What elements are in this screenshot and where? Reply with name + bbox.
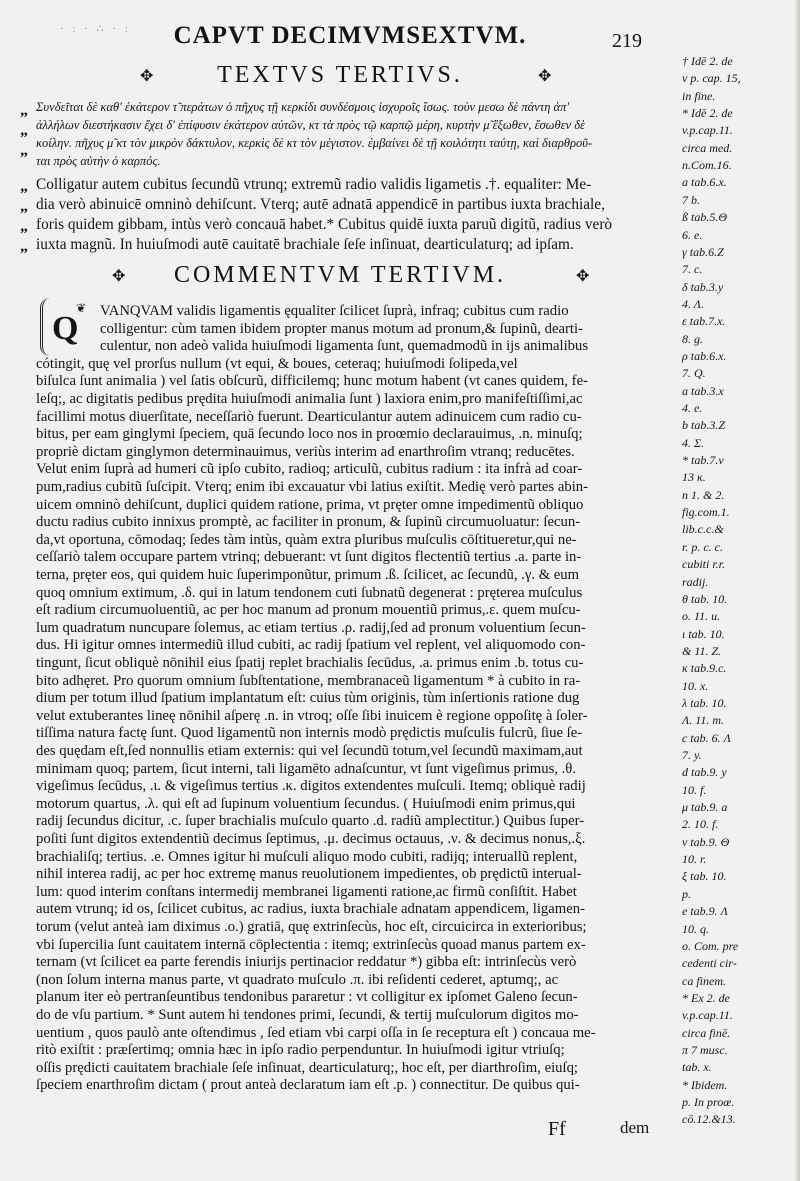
margin-note: 13 κ. [682, 470, 706, 485]
greek-line: ται πρὸς αὐτὴν ὁ καρπός. [36, 154, 161, 168]
greek-line: ἀλλήλων διεστήκασιν ἔχει δ' ἐπίφυσιν ἑκάτερον αὐτῶν, κτ τὰ πρὸς τῷ καρπῷ μέρη, κυρτὴν μ̃ ἔξωθεν, ἔσωθεν δὲ [36, 118, 585, 132]
commentary-line: ceſſariò talem occupare partem vtrinq; debuerant: vt ſunt digitos flectentiũ tertius .a. parte in- [36, 549, 582, 566]
margin-note: tab. x. [682, 1060, 712, 1075]
margin-note: circa med. [682, 140, 733, 155]
commentary-line: cótingit, quę vel prorſus nullum (vt equi, & boues, ceteraq; huiuſmodi ſolipeda,vel [36, 355, 518, 372]
margin-note: circa finē. [682, 1025, 731, 1040]
commentary-line: autem vtrunq; id os, ſcilicet cubitus, ac radius, iuxta brachiale adnatam appendicem, ligamen- [36, 901, 585, 918]
quote-mark: „ [20, 102, 28, 119]
commentary-line: facillimi motus diuerſitate, neceſſariò fuerunt. Dearticulantur autem adinuicem cum radio cu- [36, 408, 582, 425]
margin-note: d tab.9. y [682, 765, 727, 780]
ornament-right: ✥ [576, 268, 590, 285]
latin-line: iuxta magnũ. In huiuſmodi autē cauitatē brachiale ſeſe inſinuat, dearticulaturq; ad ipſam. [36, 236, 574, 253]
quote-mark: „ [20, 122, 28, 139]
commentary-line: do de vſu partium. * Sunt autem hi tendones primi, ſecundi, & tertij muſculorum digitos mo- [36, 1007, 579, 1023]
commentary-line: radij ſecundus dicitur, .c. ſuper brachialis muſculo quarto .d. radiũ amplectitur.) Quibus ſuper- [36, 813, 585, 830]
initial-swirl: ❦ [76, 301, 87, 315]
commentary-line: brachialiſq; tertius. .e. Omnes igitur hi muſculi aliquo modo cubiti, radijq; interuallũ replent, [36, 848, 578, 865]
latin-line: foris quidem gibbam, intùs verò concauā habet.* Cubitus quidē iuxta paruũ digitũ, radius verò [36, 216, 613, 233]
catchword: dem [620, 1118, 650, 1137]
ornament-left: ✥ [140, 68, 154, 85]
ornament-right: ✥ [538, 68, 552, 85]
margin-note: 10. q. [682, 921, 709, 936]
margin-note: λ tab. 10. [682, 695, 727, 710]
margin-note: ß tab.5.Θ [682, 210, 727, 225]
commentary-line: ternam (vt ſcilicet ea parte ferendis iniurijs pertinacior reddatur *) gibba eſt: intrinſecùs verò [36, 954, 577, 971]
margin-note: 7. Q. [682, 366, 706, 381]
margin-note: a tab.3.x [682, 383, 724, 398]
quote-mark: „ [20, 178, 28, 195]
margin-note: 8. g. [682, 331, 703, 346]
latin-line: Colligatur autem cubitus ſecundũ vtrunq; extremũ radio validis ligametis .†. equaliter: Me- [36, 176, 592, 193]
commentary-line: poſiti ſunt digitos extendentiũ decimus ſeptimus, .μ. decimus octauus, .ν. & decimus nonus,.ξ. [36, 831, 586, 847]
commentary-line: ritò exiſtit : præſertimq; omnia hæc in ipſo radio perpenduntur. In huiuſmodi igitur vtriuſq; [36, 1042, 565, 1059]
margin-note: * Ibidem. [682, 1077, 728, 1092]
page-number: 219 [612, 30, 642, 52]
textus-title: TEXTVS TERTIVS. [217, 62, 463, 88]
margin-note: ξ tab. 10. [682, 869, 727, 884]
margin-note: 2. 10. f. [682, 817, 719, 832]
margin-note: radij. [682, 574, 709, 589]
commentary-line: nihil interea radij, ac per hoc extremę manus reuolutionem impedientes, ob prędictũ interual- [36, 866, 582, 883]
margin-note: p. [682, 886, 691, 901]
commentary-line: terna, pręter eos, qui quidem huic ſuperimponũtur, primum .ß. ſcilicet, ac ſecundũ, .γ. & eum [36, 567, 580, 583]
margin-note: 4. e. [682, 401, 703, 415]
margin-note: ν tab.9. Θ [682, 834, 730, 849]
commentary-line: uentium , quos paulò ante oſtendimus , ſed etiam vbi carpi oſſa in ſe recepturа eſt ) concaua me- [36, 1024, 596, 1041]
margin-note: Λ. 11. m. [682, 713, 725, 728]
margin-note: † Idē 2. de [682, 54, 733, 68]
commentary-line: quoq omnium extimum, .δ. qui in latum tendonem cuti ſubnatũ degenerat : pręterea muſculus [36, 584, 583, 601]
commentary-line: oſſis prędicti cauitatem brachiale ſeſe inſinuat, dearticulaturq;, hoc eſt, per diarthroſim, eiuſq; [36, 1059, 579, 1076]
commentary-line: da,vt oportuna, cōmodaq; ſedes tàm intùs, quàm extra pluribus muſculis cōſtitueretur,qui ne- [36, 531, 577, 548]
page-footer [0, 1118, 800, 1148]
ornament-left: ✥ [112, 268, 126, 285]
margin-note: lib.c.c.& [682, 522, 724, 537]
commentary-line: leſq;, ac digitatis pedibus prędita huiuſmodi animalia ſunt ) laxiora enim,pro manifeſtiſſimi,ac [36, 391, 583, 407]
margin-note: e tab.9. Λ [682, 904, 728, 919]
commentary-line: bitus, per eam ginglymi ſpeciem, quā ſecundo loco nos in proœmio declarauimus, .n. minuſq; [36, 426, 583, 443]
margin-note: v p. cap. 15, [682, 71, 741, 86]
margin-note: 4. Σ. [682, 435, 705, 450]
commentary-line: des quędam eſt,ſed nonnullis etiam externis: qui vel ſecundũ totum,vel ſecundũ maximam,aut [36, 743, 583, 759]
margin-note: r. p. c. c. [682, 539, 723, 554]
margin-note: n.Com.16. [682, 158, 732, 173]
quote-mark: „ [20, 218, 28, 235]
margin-note: in fine. [682, 88, 716, 103]
margin-note: 7. c. [682, 262, 703, 277]
commentary-line: dium per totum illud ſpatium implantatum eſt: cuius tùm originis, tùm inſertionis ratione dug [36, 690, 580, 707]
margin-note: o. Com. pre [682, 938, 739, 953]
margin-note: cubiti r.r. [682, 557, 726, 572]
margin-note: ι tab. 10. [682, 626, 725, 641]
commentary-line: VANQVAM validis ligamentis ęqualiter ſcilicet ſuprà, infraq; cubitus cum radio [100, 303, 569, 319]
margin-note: 6. e. [682, 227, 703, 242]
margin-note: cedenti cir- [682, 956, 737, 971]
commentary-line: bito adhęret. Pro quorum omnium ſubſtentatione, membranaceũ ligamentum * à cubito in ra- [36, 672, 581, 689]
page-header [0, 14, 800, 54]
margin-note: c tab. 6. Λ [682, 730, 731, 745]
margin-note: * Ex 2. de [682, 990, 730, 1005]
quote-mark: „ [20, 238, 28, 255]
commentary-line: eſt radium circumuoluentiũ, ac per hoc manum ad pronum mouentiũ primus,.ε. quem muſcu- [36, 602, 581, 619]
commentary-line: (non ſolum interna manus parte, vt quadrato muſculo .π. ibi reſidenti cederet, aptumq;, ac [36, 971, 559, 988]
margin-note: μ tab.9. a [682, 800, 728, 815]
commentary-line: propriè dictam ginglymon determinauimus, veriùs interim ad enarthroſim vtranq; reducētes. [36, 443, 575, 460]
greek-line: κοίλην. πῆχυς μ̃ κτ τὸν μικρὸν δάκτυλον, κερκὶς δὲ κτ τὸν μέγιστον. ἐμβαίνει δὲ τῇ κοιλότητι ταύτῃ, καὶ διαρθροῦ- [36, 136, 593, 150]
margin-note: v.p.cap.11. [682, 1008, 733, 1023]
faded-ornament: · : · ∴ · : [60, 23, 131, 35]
commentary-line: Velut enim ſuprà ad humeri cũ ipſo cubito, radioq; articulũ, cubitus radium : ita infrà ad coar- [36, 461, 583, 478]
commentary-line: tingunt, ſicut obliquè nōnihil eius ſpatij replet brachialis ſecūdus, .a. primus enim .b. totus cu- [36, 655, 584, 671]
margin-note: γ tab.6.Ζ [682, 244, 724, 259]
commentary-line: minimam quoq; partem, ſicut interni, tali ligamēto adnaſcuntur, vt ſunt vigeſimus primus, .θ. [36, 760, 577, 777]
quote-mark: „ [20, 142, 28, 159]
commentary-line: colligentur: cùm tamen ibidem propter manus motum ad pronum,& ſupinũ, dearti- [100, 320, 583, 337]
commentary-line: biſulca ſunt animalia ) vel ſatis obſcurũ, difficilemq; hunc motum habent (vt canes quidem, fe- [36, 373, 588, 390]
margin-note: ca finem. [682, 973, 726, 988]
commentary-line: velut extuberantes lineę nōnihil aſperę .n. in vtroq; oſſe ſibi inuicem è regione oppoſitę à ſoler- [36, 707, 588, 724]
commentary-line: pum,radius cubitũ ſuſcipit. Vterq; enim ibi excauatur vbi latius exiſtit. Medię verò partes abin- [36, 479, 589, 495]
margin-note: * tab.7.v [682, 453, 724, 468]
commentary-line: tiſſima natura factę ſunt. Quod ligamentũ non internis modò prędictis muſculis fulcrũ, ſiue ſe- [36, 725, 583, 742]
margin-note: * Idē 2. de [682, 106, 733, 121]
greek-line: Συνδεῖται δὲ καθ' ἑκάτερον τ̃ περάτων ὁ πῆχυς τῇ κερκίδι συνδέσμοις ἰσχυροῖς ἴσως. τοὺν μεσω δὲ πάντη ἀπ' [36, 100, 570, 114]
commentum-title: COMMENTVM TERTIVM. [173, 262, 507, 288]
margin-note: & 11. Ζ. [682, 643, 722, 658]
margin-note: n 1. & 2. [682, 487, 725, 502]
margin-note: θ tab. 10. [682, 591, 728, 606]
margin-note: 10. x. [682, 678, 709, 693]
margin-note: π 7 musc. [682, 1042, 728, 1057]
commentary-line: torum (velut anteà iam diximus .o.) gratiā, quę extrinſecùs, hoc eſt, circuicirca in exterioribus; [36, 919, 587, 935]
page-edge [794, 0, 800, 1181]
decorated-initial [38, 298, 100, 358]
margin-note: o. 11. u. [682, 609, 721, 624]
margin-note: a tab.6.x. [682, 175, 727, 190]
commentary-line: vigeſimus ſecūdus, .ι. & vigeſimus tertius .κ. digitos extendentes muſculi. Itemq; obliquè radij [36, 778, 586, 795]
margin-note: 7. y. [682, 748, 702, 762]
margin-note: κ tab.9.c. [682, 661, 727, 676]
signature-mark: Ff [548, 1118, 566, 1140]
margin-note: 7 b. [682, 192, 700, 207]
margin-note: 4. Λ. [682, 296, 705, 311]
commentary-line: motorum quartus, .λ. qui eſt ad ſupinum voluentium ſecundus. ( Huiuſmodi enim primus,qui [36, 795, 576, 812]
margin-note: 10. f. [682, 782, 707, 797]
commentary-line: planum iter eò pertranſeuntibus tendonibus pararetur : vt colligitur ex ipſomet Galeno ſecun- [36, 989, 578, 1006]
commentary-line: culentur, non adeò valida huiuſmodi ligamenta ſunt, quemadmodũ in ijs animalibus [100, 338, 589, 355]
margin-note: δ tab.3.y [682, 279, 724, 294]
commentary-line: lum: quod interim conſtans intermedij membranei ligamenti ratione,ac firmũ conſiſtit. Habet [36, 883, 577, 900]
commentary-line: vbi ſupercilia ſunt cauitatem internā cōplectentia : itemq; extrinſecùs quoad manus partem ex- [36, 936, 586, 953]
initial-letter: Q [52, 310, 79, 347]
commentary-line: ſpeciem enarthroſim dictam ( prout anteà declaratum iam eſt .p. ) connectitur. De quibus qui- [36, 1077, 580, 1094]
commentary-line: uicem omninò dehiſcunt, duplici quidem ratione, prima, vt pręter omne impedimentũ obliquo [36, 496, 584, 513]
latin-line: dia verò abinuicē omninò dehiſcunt. Vterq; autē adnatā appendicē in partibus iuxta brachiale, [36, 196, 605, 213]
commentary-line: ductu radius cubito innixus promptè, ac faciliter in pronum, & ſupinũ circumuoluatur: ſecun- [36, 514, 581, 531]
quote-mark: „ [20, 198, 28, 215]
margin-note: ρ tab.6.x. [682, 348, 727, 363]
margin-note: cō.12.&13. [682, 1112, 736, 1127]
commentary-line: dus. Hi igitur omnes intermediũ illud cubiti, ac radij ſpatium vel replent, vel aliquomodo con- [36, 637, 586, 654]
margin-note: b tab.3.Ζ [682, 418, 726, 433]
margin-note: v.p.cap.11. [682, 123, 733, 138]
margin-note: 10. r. [682, 852, 707, 867]
commentary-line: lum quadratum nuncupare ſolemus, ac etiam tertius .ρ. radij,ſed ad pronum voluentium ſecun- [36, 619, 586, 636]
running-head: CAPVT DECIMVMSEXTVM. [173, 22, 527, 49]
margin-note: fig.com.1. [682, 505, 730, 520]
margin-note: p. In proœ. [682, 1095, 735, 1109]
margin-note: ε tab.7.x. [682, 314, 726, 329]
